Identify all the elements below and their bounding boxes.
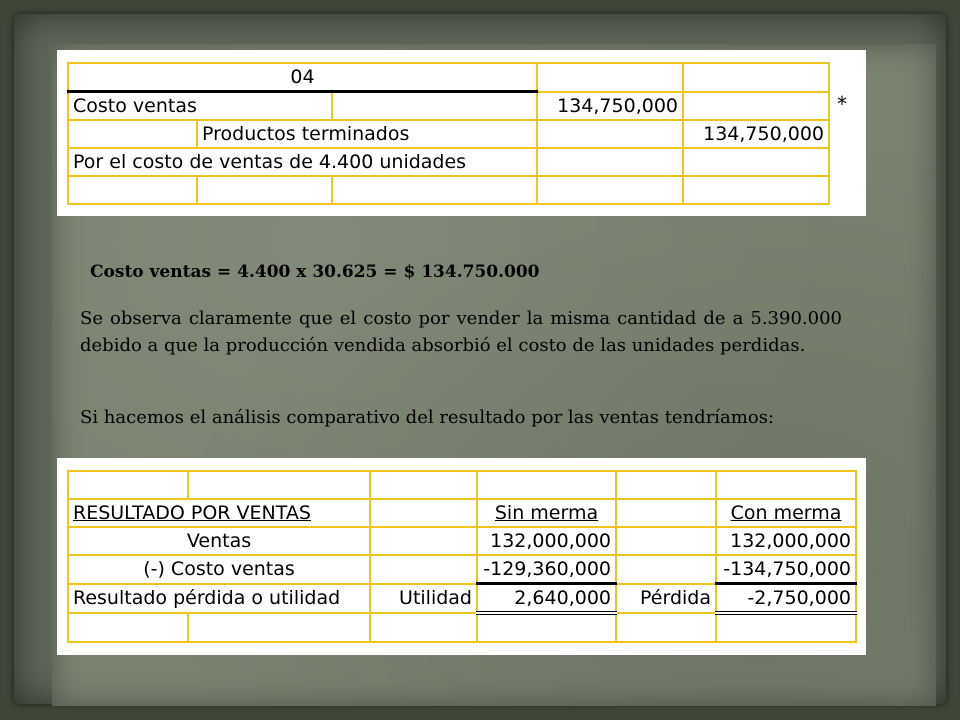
- perdida-label: Pérdida: [616, 584, 716, 614]
- table-row: [68, 63, 829, 92]
- table-row: [68, 499, 856, 527]
- utilidad-label: Utilidad: [370, 584, 477, 614]
- resultado-label: Resultado pérdida o utilidad: [68, 584, 370, 614]
- credit-account: Productos terminados: [197, 120, 537, 148]
- credit-amount: 134,750,000: [683, 120, 829, 148]
- asterisk-marker: *: [837, 92, 847, 116]
- ventas-sin-merma: 132,000,000: [477, 527, 616, 555]
- paragraph-analysis: Si hacemos el análisis comparativo del resultado por las ventas tendríamos:: [80, 407, 774, 428]
- entry-number: 04: [68, 63, 537, 92]
- table-row: [68, 584, 856, 614]
- col-header-con-merma: Con merma: [716, 499, 856, 527]
- comparison-table: [67, 470, 857, 643]
- entry-description: Por el costo de ventas de 4.400 unidades: [68, 148, 537, 176]
- paragraph-observation: Se observa claramente que el costo por vender la misma cantidad de a 5.390.000 debido a que la producción vendida absorbió el costo de las unidades perdidas.: [80, 308, 842, 356]
- ventas-con-merma: 132,000,000: [716, 527, 856, 555]
- table-row: [68, 148, 829, 176]
- comparison-title: RESULTADO POR VENTAS: [68, 499, 370, 527]
- table-row: [68, 120, 829, 148]
- journal-entry-image: [57, 50, 866, 216]
- costo-ventas-label: (-) Costo ventas: [68, 555, 370, 584]
- costo-con-merma: -134,750,000: [716, 555, 856, 584]
- debit-amount: 134,750,000: [537, 92, 683, 121]
- formula-text: Costo ventas = 4.400 x 30.625 = $ 134.750.000: [90, 262, 540, 282]
- table-row: [68, 527, 856, 555]
- utilidad-value: 2,640,000: [477, 584, 616, 614]
- table-row: [68, 92, 829, 121]
- journal-entry-table: [67, 62, 830, 205]
- table-row: [68, 176, 829, 204]
- debit-account: Costo ventas: [68, 92, 332, 121]
- comparison-image: [57, 458, 866, 655]
- table-row: [68, 555, 856, 584]
- ventas-label: Ventas: [68, 527, 370, 555]
- table-row: [68, 471, 856, 499]
- table-row: [68, 613, 856, 642]
- col-header-sin-merma: Sin merma: [477, 499, 616, 527]
- perdida-value: -2,750,000: [716, 584, 856, 614]
- costo-sin-merma: -129,360,000: [477, 555, 616, 584]
